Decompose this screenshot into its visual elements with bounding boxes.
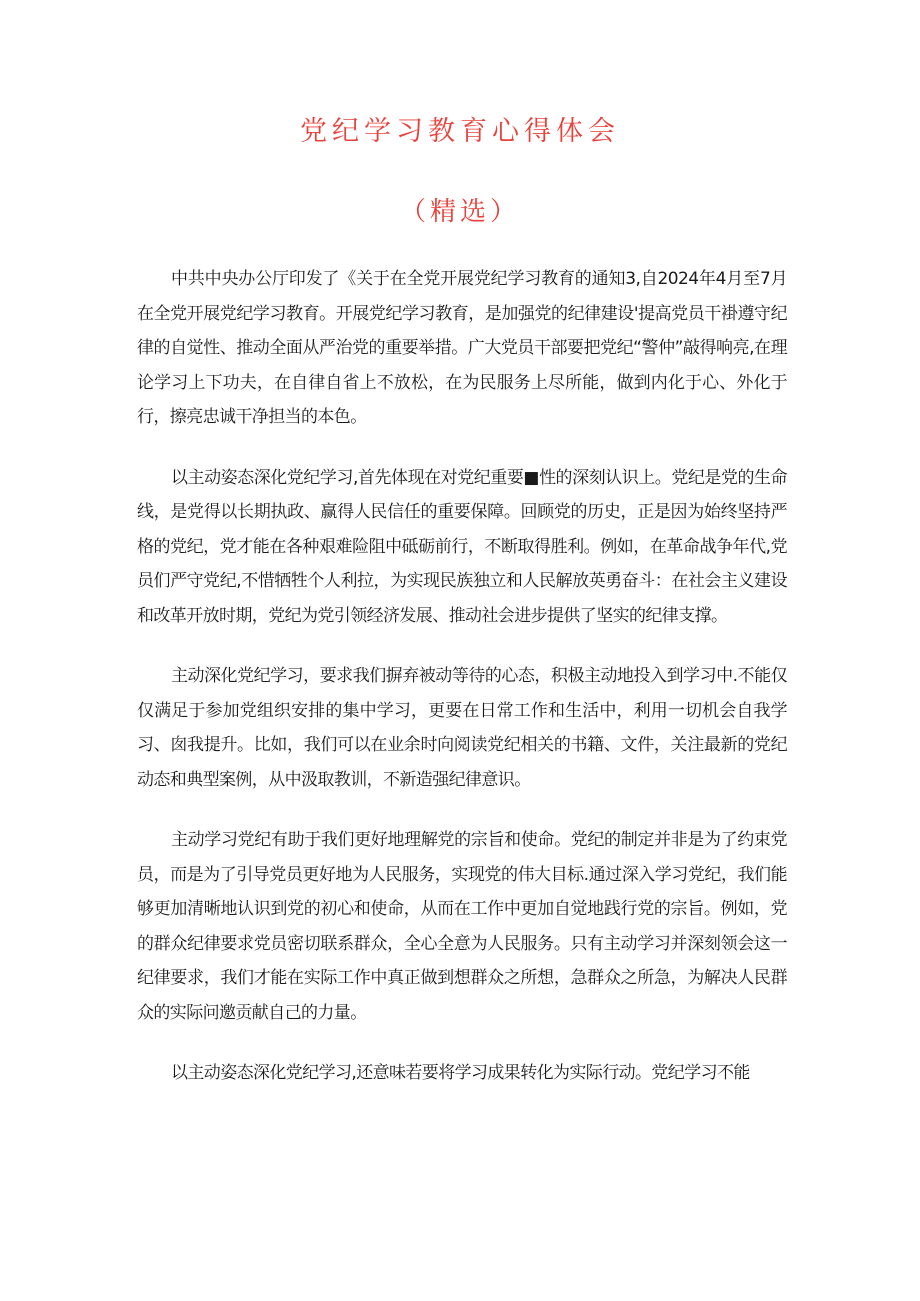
document-body <box>137 262 787 1117</box>
paragraph-5: 以主动姿态深化党纪学习,还意味若要将学习成果转化为实际行动。党纪学习不能 <box>171 1063 750 1083</box>
document-title: 党纪学习教育心得体会 <box>300 116 620 147</box>
paragraph-3: 主动深化党纪学习，要求我们摒弃被动等待的心态，积极主动地投入到学习中.不能仅仅满足于参加党组织安排的集中学习，更要在日常工作和生活中，利用一切机会自我学习、囱我提升。比如，我们可以在业余时向阅读党纪相关的书籍、文件，关注最新的党纪动态和典型案例，从中汲取教训，不新造强纪律意识。 <box>137 666 787 790</box>
paragraph-2: 以主动姿态深化党纪学习,首先体现在对党纪重要■性的深刻认识上。党纪是党的生命线，是党得以长期执政、赢得人民信任的重要保障。回顾党的历史，正是因为始终坚持严格的党纪，党才能在各种艰难险阻中砥砺前行，不断取得胜利。例如，在革命战争年代,党员们严守党纪,不惜牺牲个人利拉，为实现民族独立和人民解放英勇奋斗：在社会主义建设和改革开放时期，党纪为党引领经济发展、推动社会进步提供了坚实的纪律支撑。 <box>137 467 787 626</box>
document-subtitle: （精选） <box>399 197 520 227</box>
paragraph-4: 主动学习党纪有助于我们更好地理解党的宗旨和使命。党纪的制定并非是为了约束党员，而是为了引导党员更好地为人民服务，实现党的伟大目标.通过深入学习党纪，我们能够更加清晰地认识到党的初心和使命，从而在工作中更加自觉地践行党的宗旨。例如，党的群众纪律要求党员密切联系群众，全心全意为人民服务。只有主动学习并深刻领会这一纪律要求，我们才能在实际工作中真正做到想群众之所想，急群众之所急，为解决人民群众的实际问邀贡献自己的力量。 <box>137 830 787 1023</box>
paragraph-1: 中共中央办公厅印发了《关于在全党开展党纪学习教育的通知3,自2024年4月至7月在全党开展党纪学习教育。开展党纪学习教育，是加强党的纪律建设'提高党员干褂遵守纪律的自觉性、推动全面从严治党的重要举措。广大党员干部要把党纪“警仲”敲得响亮,在理论学习上下功夫，在自律自省上不放松，在为民服务上尽所能，做到内化于心、外化于行，擦亮忠诚干净担当的本色。 <box>137 269 787 427</box>
